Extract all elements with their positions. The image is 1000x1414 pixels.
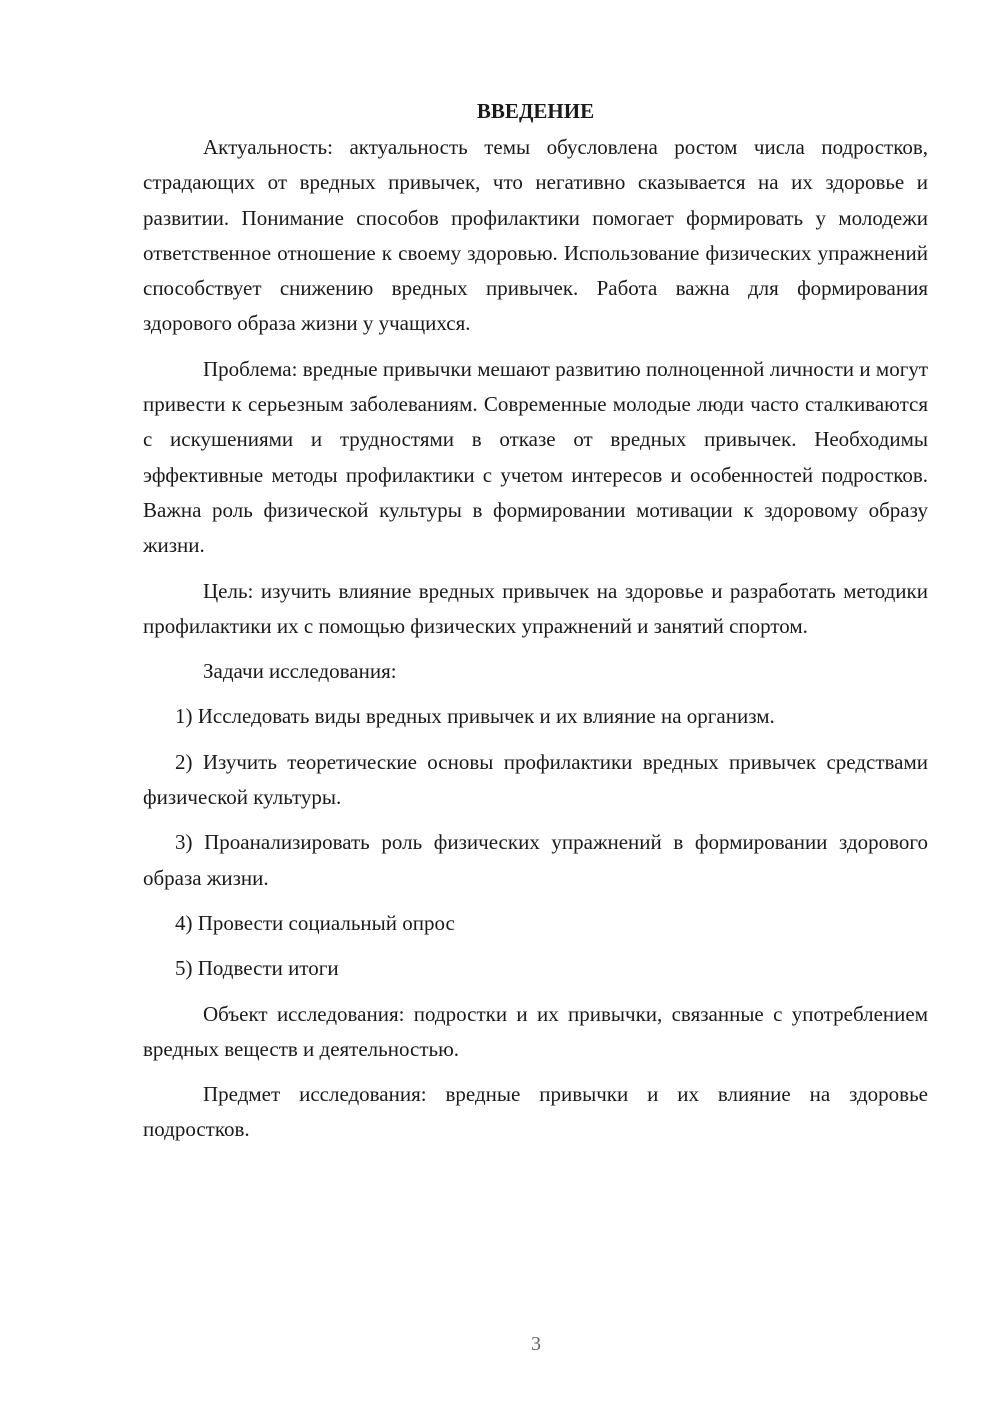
- task-item-5: 5) Подвести итоги: [175, 956, 339, 981]
- page-content: [143, 94, 928, 1158]
- section-heading: ВВЕДЕНИЕ: [476, 99, 595, 123]
- problem-paragraph: Проблема: вредные привычки мешают развитию полноценной личности и могут привести к серьезным заболеваниям. Современные молодые люди часто сталкиваются с искушениями и трудностями в отказе от вредных привычек. Необходимы эффективные методы профилактики с учетом интересов и особенностей подростков. Важна роль физической культуры в формировании мотивации к здоровому образу жизни.: [143, 356, 928, 558]
- subject-paragraph: Предмет исследования: вредные привычки и их влияние на здоровье подростков.: [143, 1082, 928, 1142]
- relevance-paragraph: Актуальность: актуальность темы обусловлена ростом числа подростков, страдающих от вредных привычек, что негативно сказывается на их здоровье и развитии. Понимание способов профилактики помогает формировать у молодежи ответственное отношение к своему здоровью. Использование физических упражнений способствует снижению вредных привычек. Работа важна для формирования здорового образа жизни у учащихся.: [143, 135, 928, 336]
- tasks-list: [143, 699, 928, 986]
- task-item-3: 3) Проанализировать роль физических упражнений в формировании здорового образа жизни.: [143, 830, 928, 890]
- task-item-2: 2) Изучить теоретические основы профилактики вредных привычек средствами физической культуры.: [143, 749, 928, 810]
- task-item-4: 4) Провести социальный опрос: [175, 910, 455, 935]
- goal-paragraph: Цель: изучить влияние вредных привычек на здоровье и разработать методики профилактики их с помощью физических упражнений и занятий спортом.: [143, 578, 928, 638]
- object-paragraph: Объект исследования: подростки и их привычки, связанные с употреблением вредных веществ и деятельностью.: [143, 1001, 928, 1061]
- page-number: 3: [531, 1333, 541, 1355]
- task-item-1: 1) Исследовать виды вредных привычек и их влияние на организм.: [175, 704, 775, 729]
- tasks-intro: Задачи исследования:: [203, 659, 397, 684]
